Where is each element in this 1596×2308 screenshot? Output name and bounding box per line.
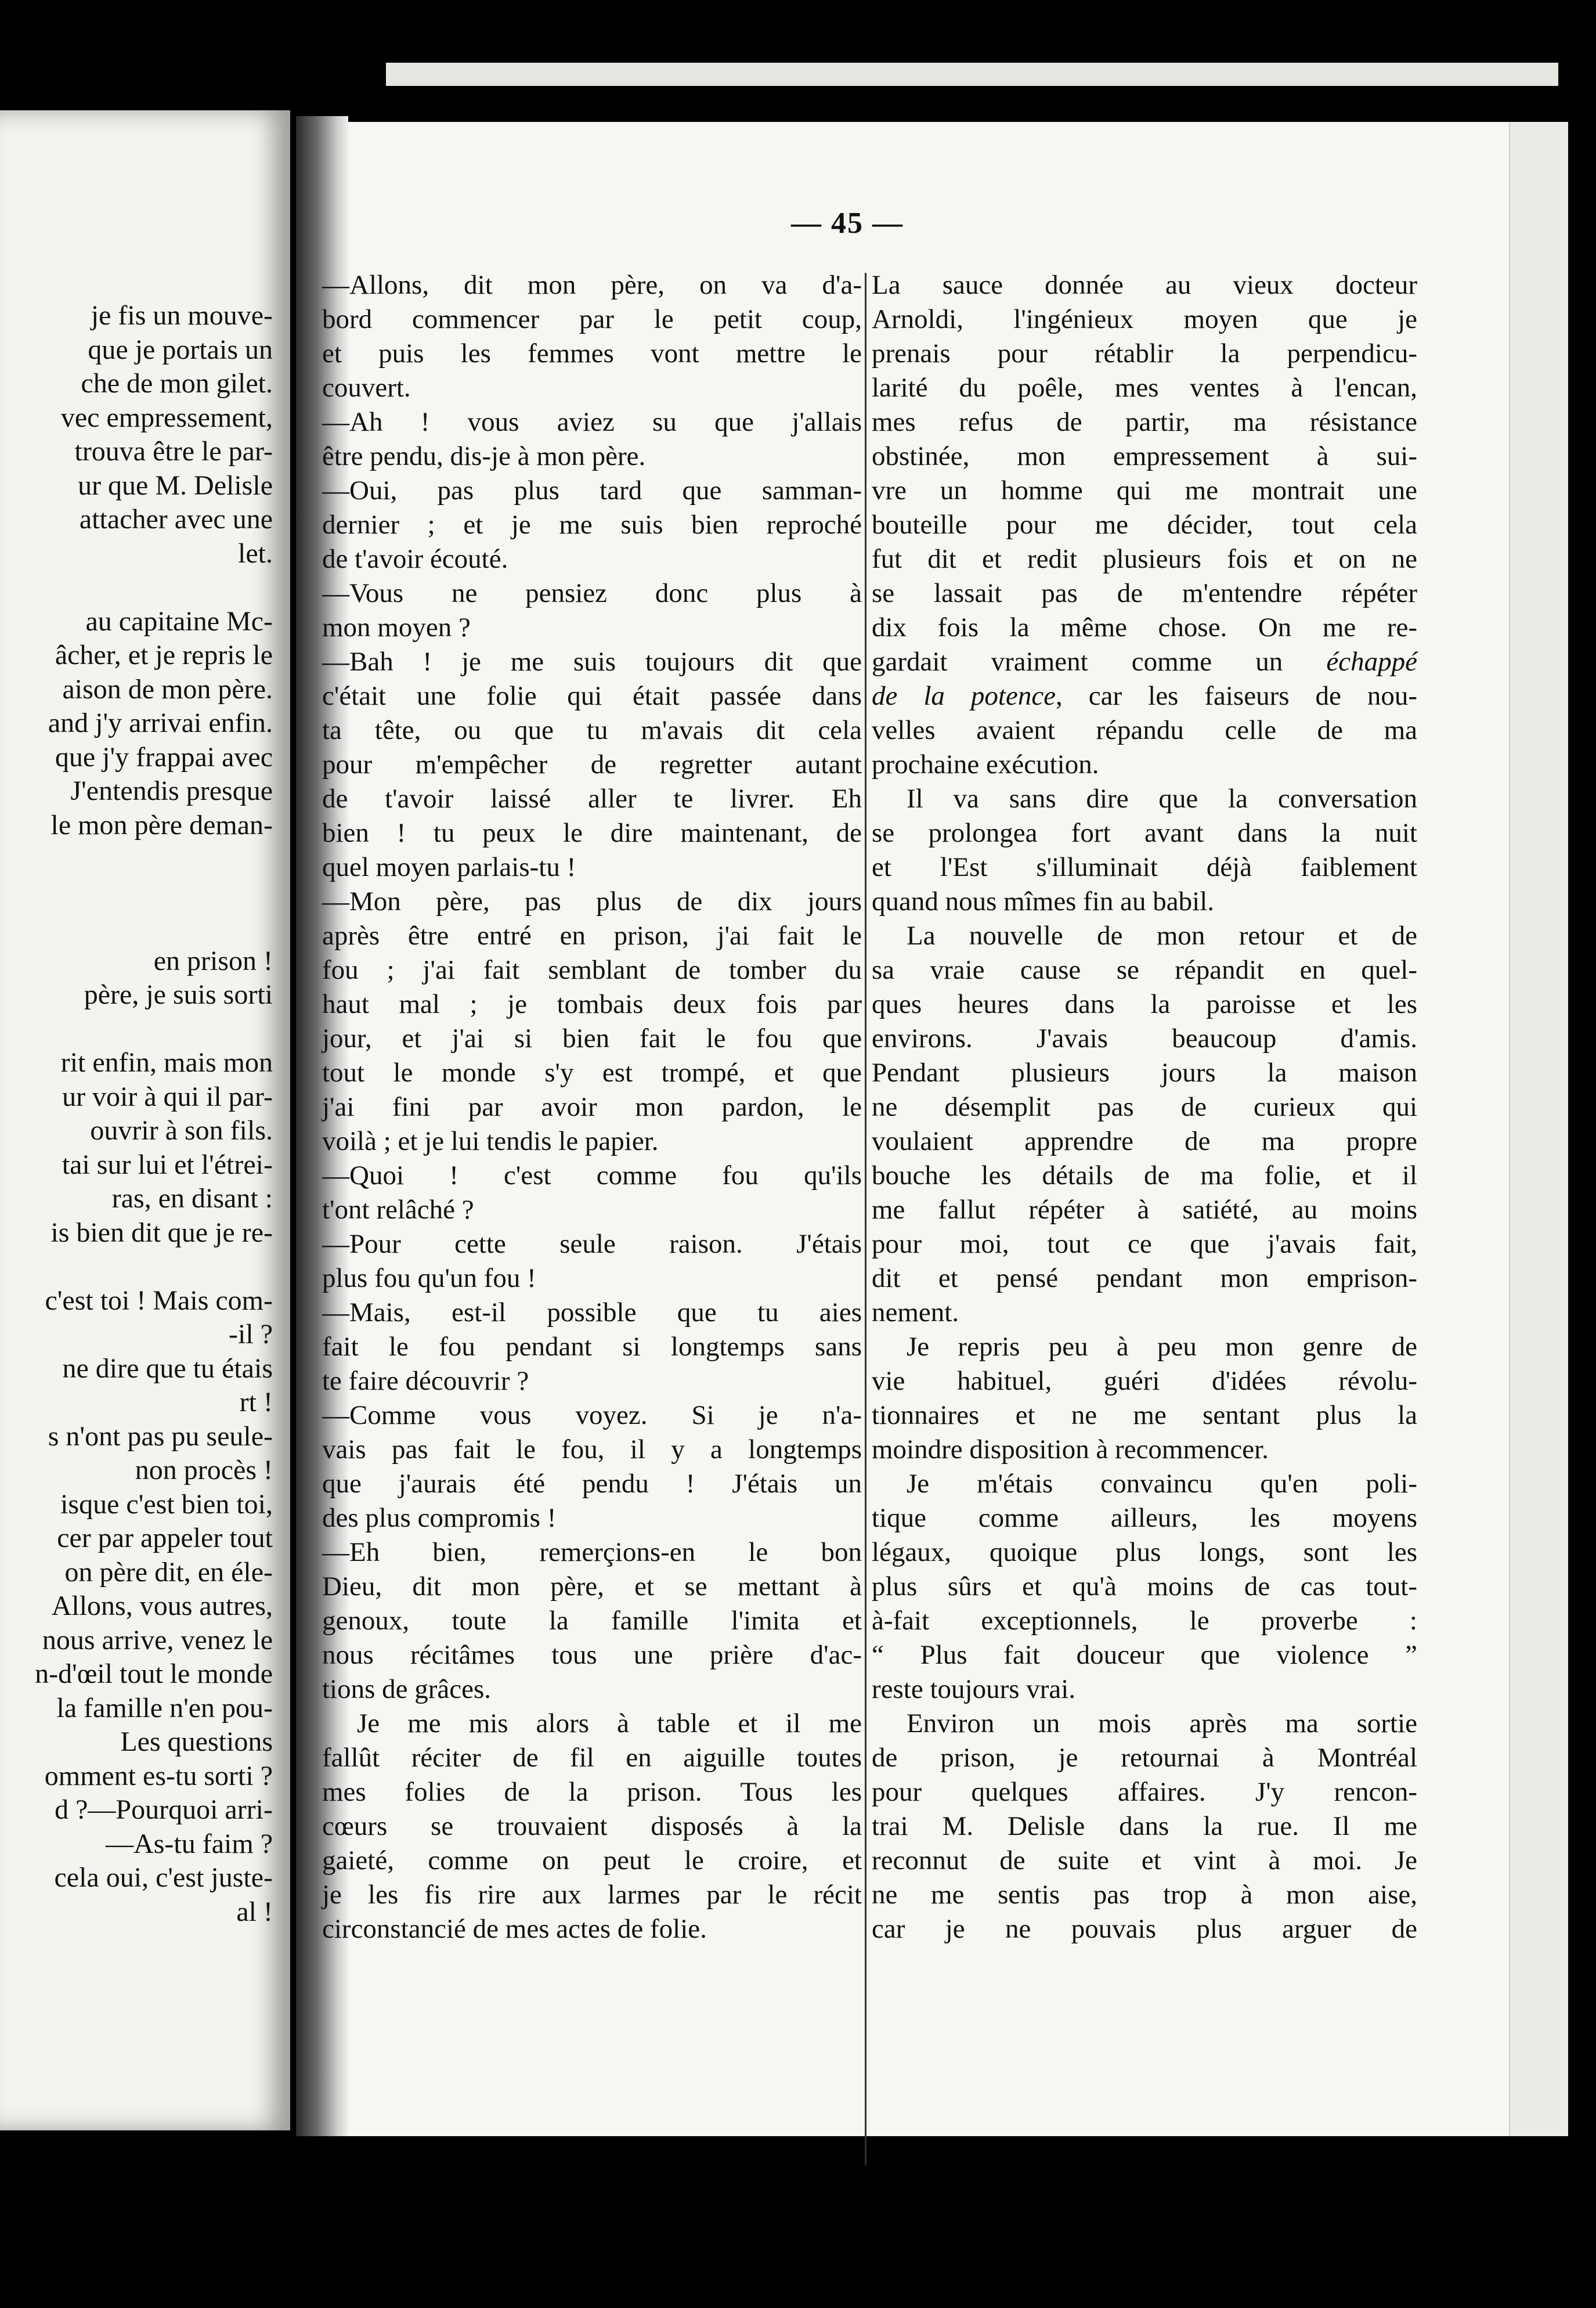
text-line: jour, et j'ai si bien fait le fou que: [322, 1023, 862, 1054]
text-line: Pendant plusieurs jours la maison: [872, 1058, 1417, 1088]
text-line: [872, 679, 1417, 713]
text-line: quand nous mîmes fin au babil.: [872, 886, 1215, 917]
left-page-line: [0, 1250, 273, 1284]
left-page-line: is bien dit que je re-: [50, 1217, 273, 1248]
text-line: ques heures dans la paroisse et les: [872, 989, 1417, 1019]
text-line: Il va sans dire que la conversation: [907, 784, 1417, 814]
text-column-left: [322, 268, 862, 1946]
text-line: des plus compromis !: [322, 1503, 557, 1533]
left-page-line: ouvrir à son fils.: [90, 1115, 273, 1146]
text-line: —Bah ! je me suis toujours dit que: [322, 647, 862, 677]
left-page-line: [0, 910, 273, 944]
text-line: —Ah ! vous aviez su que j'allais: [322, 407, 862, 437]
text-line: bouteille pour me décider, tout cela: [872, 510, 1417, 540]
text-line: couvert.: [322, 373, 411, 403]
left-page-line: al !: [236, 1896, 273, 1927]
text-line: fait le fou pendant si longtemps sans: [322, 1332, 862, 1362]
text-line: trai M. Delisle dans la rue. Il me: [872, 1811, 1417, 1841]
text-line: je les fis rire aux larmes par le récit: [322, 1880, 862, 1910]
right-page-edge: [1509, 122, 1568, 2136]
left-page-line: je fis un mouve-: [91, 300, 273, 331]
text-line: —Comme vous voyez. Si je n'a-: [322, 1400, 862, 1430]
left-page-line: Allons, vous autres,: [51, 1591, 273, 1621]
left-page-line: J'entendis presque: [70, 776, 273, 806]
text-line: sa vraie cause se répandit en quel-: [872, 955, 1417, 985]
line-continuation: , car les faiseurs de nou-: [1056, 681, 1417, 711]
text-line: gardait vraiment comme un échappé: [872, 647, 1418, 677]
text-line: te faire découvrir ?: [322, 1366, 529, 1396]
text-line: prenais pour rétablir la perpendicu-: [872, 338, 1417, 369]
underlying-page-edge: [386, 63, 1558, 86]
left-page-line: —As-tu faim ?: [106, 1828, 273, 1859]
text-line: tout le monde s'y est trompé, et que: [322, 1058, 862, 1088]
text-line: gaieté, comme on peut le croire, et: [322, 1845, 862, 1876]
text-line: et l'Est s'illuminait déjà faiblement: [872, 852, 1417, 882]
left-page-line: isque c'est bien toi,: [60, 1488, 273, 1520]
page-number: — 45 —: [791, 207, 904, 240]
text-line: vre un homme qui me montrait une: [872, 475, 1417, 506]
text-line: fallût réciter de fil en aiguille toutes: [322, 1743, 862, 1773]
left-page-line: au capitaine Mc-: [85, 605, 273, 637]
left-page-line: [0, 571, 273, 605]
text-line: —Quoi ! c'est comme fou qu'ils: [322, 1160, 862, 1191]
left-page-line: n-d'œil tout le monde: [35, 1658, 273, 1689]
left-page-line: le mon père deman-: [50, 809, 273, 841]
text-line: plus fou qu'un fou !: [322, 1263, 536, 1293]
text-line: légaux, quoique plus longs, sont les: [872, 1537, 1417, 1567]
left-page-line: tai sur lui et l'étrei-: [62, 1149, 273, 1180]
text-line: prochaine exécution.: [872, 749, 1099, 780]
text-line: La sauce donnée au vieux docteur: [872, 270, 1417, 300]
text-line: mes folies de la prison. Tous les: [322, 1777, 862, 1807]
text-line: “ Plus fait douceur que violence ”: [872, 1640, 1417, 1670]
text-line: pour moi, tout ce que j'avais fait,: [872, 1229, 1417, 1259]
text-line: après être entré en prison, j'ai fait le: [322, 921, 862, 951]
text-line: dernier ; et je me suis bien reproché: [322, 510, 862, 540]
text-line: mes refus de partir, ma résistance: [872, 407, 1417, 437]
text-line: mon moyen ?: [322, 612, 471, 643]
text-line: —Mon père, pas plus de dix jours: [322, 886, 862, 917]
text-line: vais pas fait le fou, il y a longtemps: [322, 1434, 862, 1465]
left-page-line: que je portais un: [88, 334, 273, 365]
left-page-line: [0, 877, 273, 911]
text-line: —Vous ne pensiez donc plus à: [322, 578, 862, 608]
text-line: Je m'étais convaincu qu'en poli-: [907, 1469, 1417, 1499]
text-line: pour m'empêcher de regretter autant: [322, 749, 862, 780]
text-line: tionnaires et ne me sentant plus la: [872, 1400, 1417, 1430]
text-line: reconnut de suite et vint à moi. Je: [872, 1845, 1417, 1876]
text-line: circonstancié de mes actes de folie.: [322, 1914, 707, 1944]
text-line: de t'avoir écouté.: [322, 544, 508, 574]
text-line: nous récitâmes tous une prière d'ac-: [322, 1640, 862, 1670]
text-line: Je me mis alors à table et il me: [357, 1708, 862, 1739]
left-page-line: trouva être le par-: [74, 436, 273, 467]
text-line: me fallut répéter à satiété, au moins: [872, 1195, 1417, 1225]
left-page-line: non procès !: [135, 1455, 273, 1485]
left-page-line: attacher avec une: [79, 504, 273, 535]
italic-phrase: de la potence: [872, 681, 1056, 711]
text-line: larité du poêle, mes ventes à l'encan,: [872, 373, 1417, 403]
text-line: obstinée, mon empressement à sui-: [872, 441, 1417, 471]
text-line: t'ont relâché ?: [322, 1195, 474, 1225]
text-line: vie habituel, guéri d'idées révolu-: [872, 1366, 1417, 1396]
left-page-line: omment es-tu sorti ?: [44, 1760, 273, 1791]
left-page-line: ne dire que tu étais: [62, 1353, 273, 1384]
text-line: haut mal ; je tombais deux fois par: [322, 989, 862, 1019]
text-line: voulaient apprendre de ma propre: [872, 1126, 1417, 1156]
text-line: Dieu, dit mon père, et se mettant à: [322, 1571, 862, 1602]
left-page-line: d ?—Pourquoi arri-: [55, 1794, 273, 1825]
text-line: c'était une folie qui était passée dans: [322, 681, 862, 711]
text-line: dix fois la même chose. On me re-: [872, 612, 1417, 643]
left-page-line: père, je suis sorti: [84, 979, 273, 1010]
text-line: —Pour cette seule raison. J'étais: [322, 1229, 862, 1259]
text-line: Je repris peu à peu mon genre de: [907, 1332, 1417, 1362]
text-line: car je ne pouvais plus arguer de: [872, 1914, 1417, 1944]
left-page-line: âcher, et je repris le: [55, 640, 273, 670]
left-page-line: s n'ont pas pu seule-: [48, 1420, 273, 1452]
text-line: tions de grâces.: [322, 1674, 492, 1704]
text-line: bouche les détails de ma folie, et il: [872, 1160, 1417, 1191]
left-facing-page: [0, 110, 290, 2130]
text-line: Arnoldi, l'ingénieux moyen que je: [872, 304, 1417, 334]
column-divider: [865, 273, 866, 2165]
left-page-line: que j'y frappai avec: [55, 741, 273, 773]
left-page-line: Les questions: [120, 1726, 273, 1757]
text-line: de t'avoir laissé aller te livrer. Eh: [322, 784, 862, 814]
italic-phrase: échappé: [1326, 647, 1418, 677]
text-line: bien ! tu peux le dire maintenant, de: [322, 818, 862, 848]
text-line: —Eh bien, remerçions-en le bon: [322, 1537, 862, 1567]
left-page-line: rit enfin, mais mon: [60, 1047, 273, 1078]
text-line: de prison, je retournai à Montréal: [872, 1743, 1417, 1773]
text-line: —Mais, est-il possible que tu aies: [322, 1297, 862, 1328]
left-page-line: [0, 842, 273, 877]
left-page-line: che de mon gilet.: [81, 368, 273, 399]
text-line: moindre disposition à recommencer.: [872, 1434, 1269, 1465]
text-line: nement.: [872, 1297, 959, 1328]
text-line: Environ un mois après ma sortie: [907, 1708, 1417, 1739]
left-page-line: ur que M. Delisle: [78, 470, 273, 501]
text-line: fut dit et redit plusieurs fois et on ne: [872, 544, 1417, 574]
text-column-right: [872, 268, 1417, 1946]
left-page-line: cer par appeler tout: [57, 1523, 273, 1553]
left-page-line: cela oui, c'est juste-: [54, 1862, 273, 1893]
text-line: ne désemplit pas de curieux qui: [872, 1092, 1417, 1122]
text-line: dit et pensé pendant mon emprison-: [872, 1263, 1417, 1293]
left-page-line: ras, en disant :: [111, 1183, 273, 1214]
left-page-line: on père dit, en éle-: [64, 1556, 273, 1588]
text-line: quel moyen parlais-tu !: [322, 852, 576, 882]
text-line: à-fait exceptionnels, le proverbe :: [872, 1606, 1417, 1636]
text-line: que j'aurais été pendu ! J'étais un: [322, 1469, 862, 1499]
text-line: bord commencer par le petit coup,: [322, 304, 862, 334]
text-line: ne me sentis pas trop à mon aise,: [872, 1880, 1417, 1910]
left-page-line: aison de mon père.: [62, 673, 273, 705]
text-line: cœurs se trouvaient disposés à la: [322, 1811, 862, 1841]
text-line: —Oui, pas plus tard que samman-: [322, 475, 862, 506]
text-line: voilà ; et je lui tendis le papier.: [322, 1126, 659, 1156]
text-line: ta tête, ou que tu m'avais dit cela: [322, 715, 862, 745]
text-line: fou ; j'ai fait semblant de tomber du: [322, 955, 862, 985]
left-page-line: rt !: [239, 1387, 273, 1418]
left-page-line: c'est toi ! Mais com-: [45, 1285, 273, 1316]
text-line: j'ai fini par avoir mon pardon, le: [322, 1092, 862, 1122]
left-page-line: -il ?: [229, 1319, 273, 1350]
text-line: plus sûrs et qu'à moins de cas tout-: [872, 1571, 1417, 1602]
left-page-line: and j'y arrivai enfin.: [48, 708, 273, 738]
text-line: pour quelques affaires. J'y rencon-: [872, 1777, 1417, 1807]
left-page-line: vec empressement,: [60, 402, 273, 433]
text-line: —Allons, dit mon père, on va d'a-: [322, 270, 862, 300]
text-line: et puis les femmes vont mettre le: [322, 338, 862, 369]
text-line: se lassait pas de m'entendre répéter: [872, 578, 1417, 608]
text-line: La nouvelle de mon retour et de: [907, 921, 1417, 951]
text-line: velles avaient répandu celle de ma: [872, 715, 1417, 745]
left-page-line: ur voir à qui il par-: [62, 1081, 273, 1112]
left-page-text: [0, 299, 290, 1929]
text-line: genoux, toute la famille l'imita et: [322, 1606, 862, 1636]
text-line: reste toujours vrai.: [872, 1674, 1076, 1704]
left-page-line: let.: [238, 538, 273, 569]
left-page-line: nous arrive, venez le: [42, 1624, 273, 1656]
text-line: tique comme ailleurs, les moyens: [872, 1503, 1417, 1533]
left-page-line: en prison !: [153, 945, 273, 976]
text-line: être pendu, dis-je à mon père.: [322, 441, 646, 471]
left-page-line: la famille n'en pou-: [56, 1692, 273, 1723]
left-page-line: [0, 1012, 273, 1047]
text-line: se prolongea fort avant dans la nuit: [872, 818, 1417, 848]
text-line: environs. J'avais beaucoup d'amis.: [872, 1023, 1417, 1054]
